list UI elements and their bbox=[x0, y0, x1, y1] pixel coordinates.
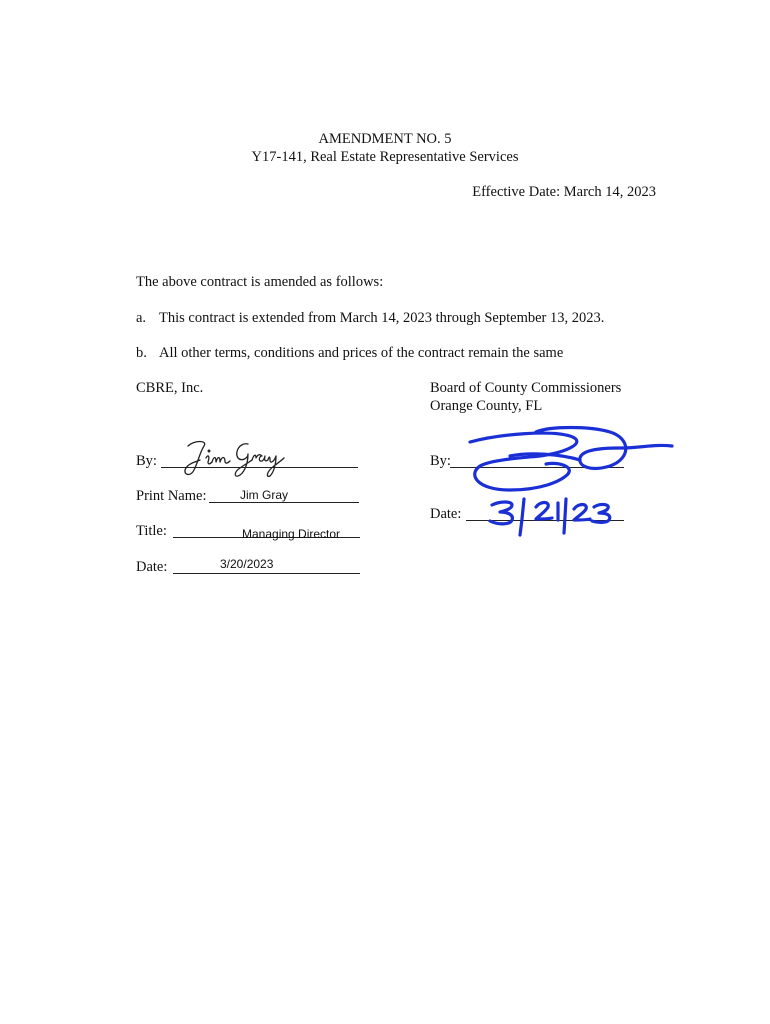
left-date-label: Date: bbox=[136, 559, 168, 575]
right-handwritten-signature bbox=[450, 422, 675, 497]
print-name-line bbox=[209, 502, 359, 503]
print-name-label: Print Name: bbox=[136, 488, 207, 504]
effective-date: Effective Date: March 14, 2023 bbox=[472, 184, 656, 200]
item-b-text: All other terms, conditions and prices of the contract remain the same bbox=[159, 345, 564, 361]
item-a-marker: a. bbox=[136, 310, 147, 326]
item-b-marker: b. bbox=[136, 345, 147, 361]
right-party-name-line2: Orange County, FL bbox=[430, 398, 543, 414]
left-party-name: CBRE, Inc. bbox=[136, 380, 204, 396]
left-date-line bbox=[173, 573, 360, 574]
right-date-label: Date: bbox=[430, 506, 462, 522]
title-label: Title: bbox=[136, 523, 167, 539]
left-by-label: By: bbox=[136, 453, 157, 469]
document-title: AMENDMENT NO. 5 bbox=[318, 131, 452, 147]
right-party-name-line1: Board of County Commissioners bbox=[430, 380, 622, 396]
right-handwritten-date bbox=[486, 495, 616, 540]
amendment-intro: The above contract is amended as follows: bbox=[136, 274, 384, 290]
item-a-text: This contract is extended from March 14, 2023 through September 13, 2023. bbox=[159, 310, 605, 326]
right-by-label: By: bbox=[430, 453, 451, 469]
left-handwritten-signature bbox=[178, 438, 288, 478]
title-value: Managing Director bbox=[242, 527, 341, 541]
left-date-value: 3/20/2023 bbox=[220, 557, 274, 571]
print-name-value: Jim Gray bbox=[240, 488, 288, 502]
document-subtitle: Y17-141, Real Estate Representative Services bbox=[251, 149, 519, 165]
